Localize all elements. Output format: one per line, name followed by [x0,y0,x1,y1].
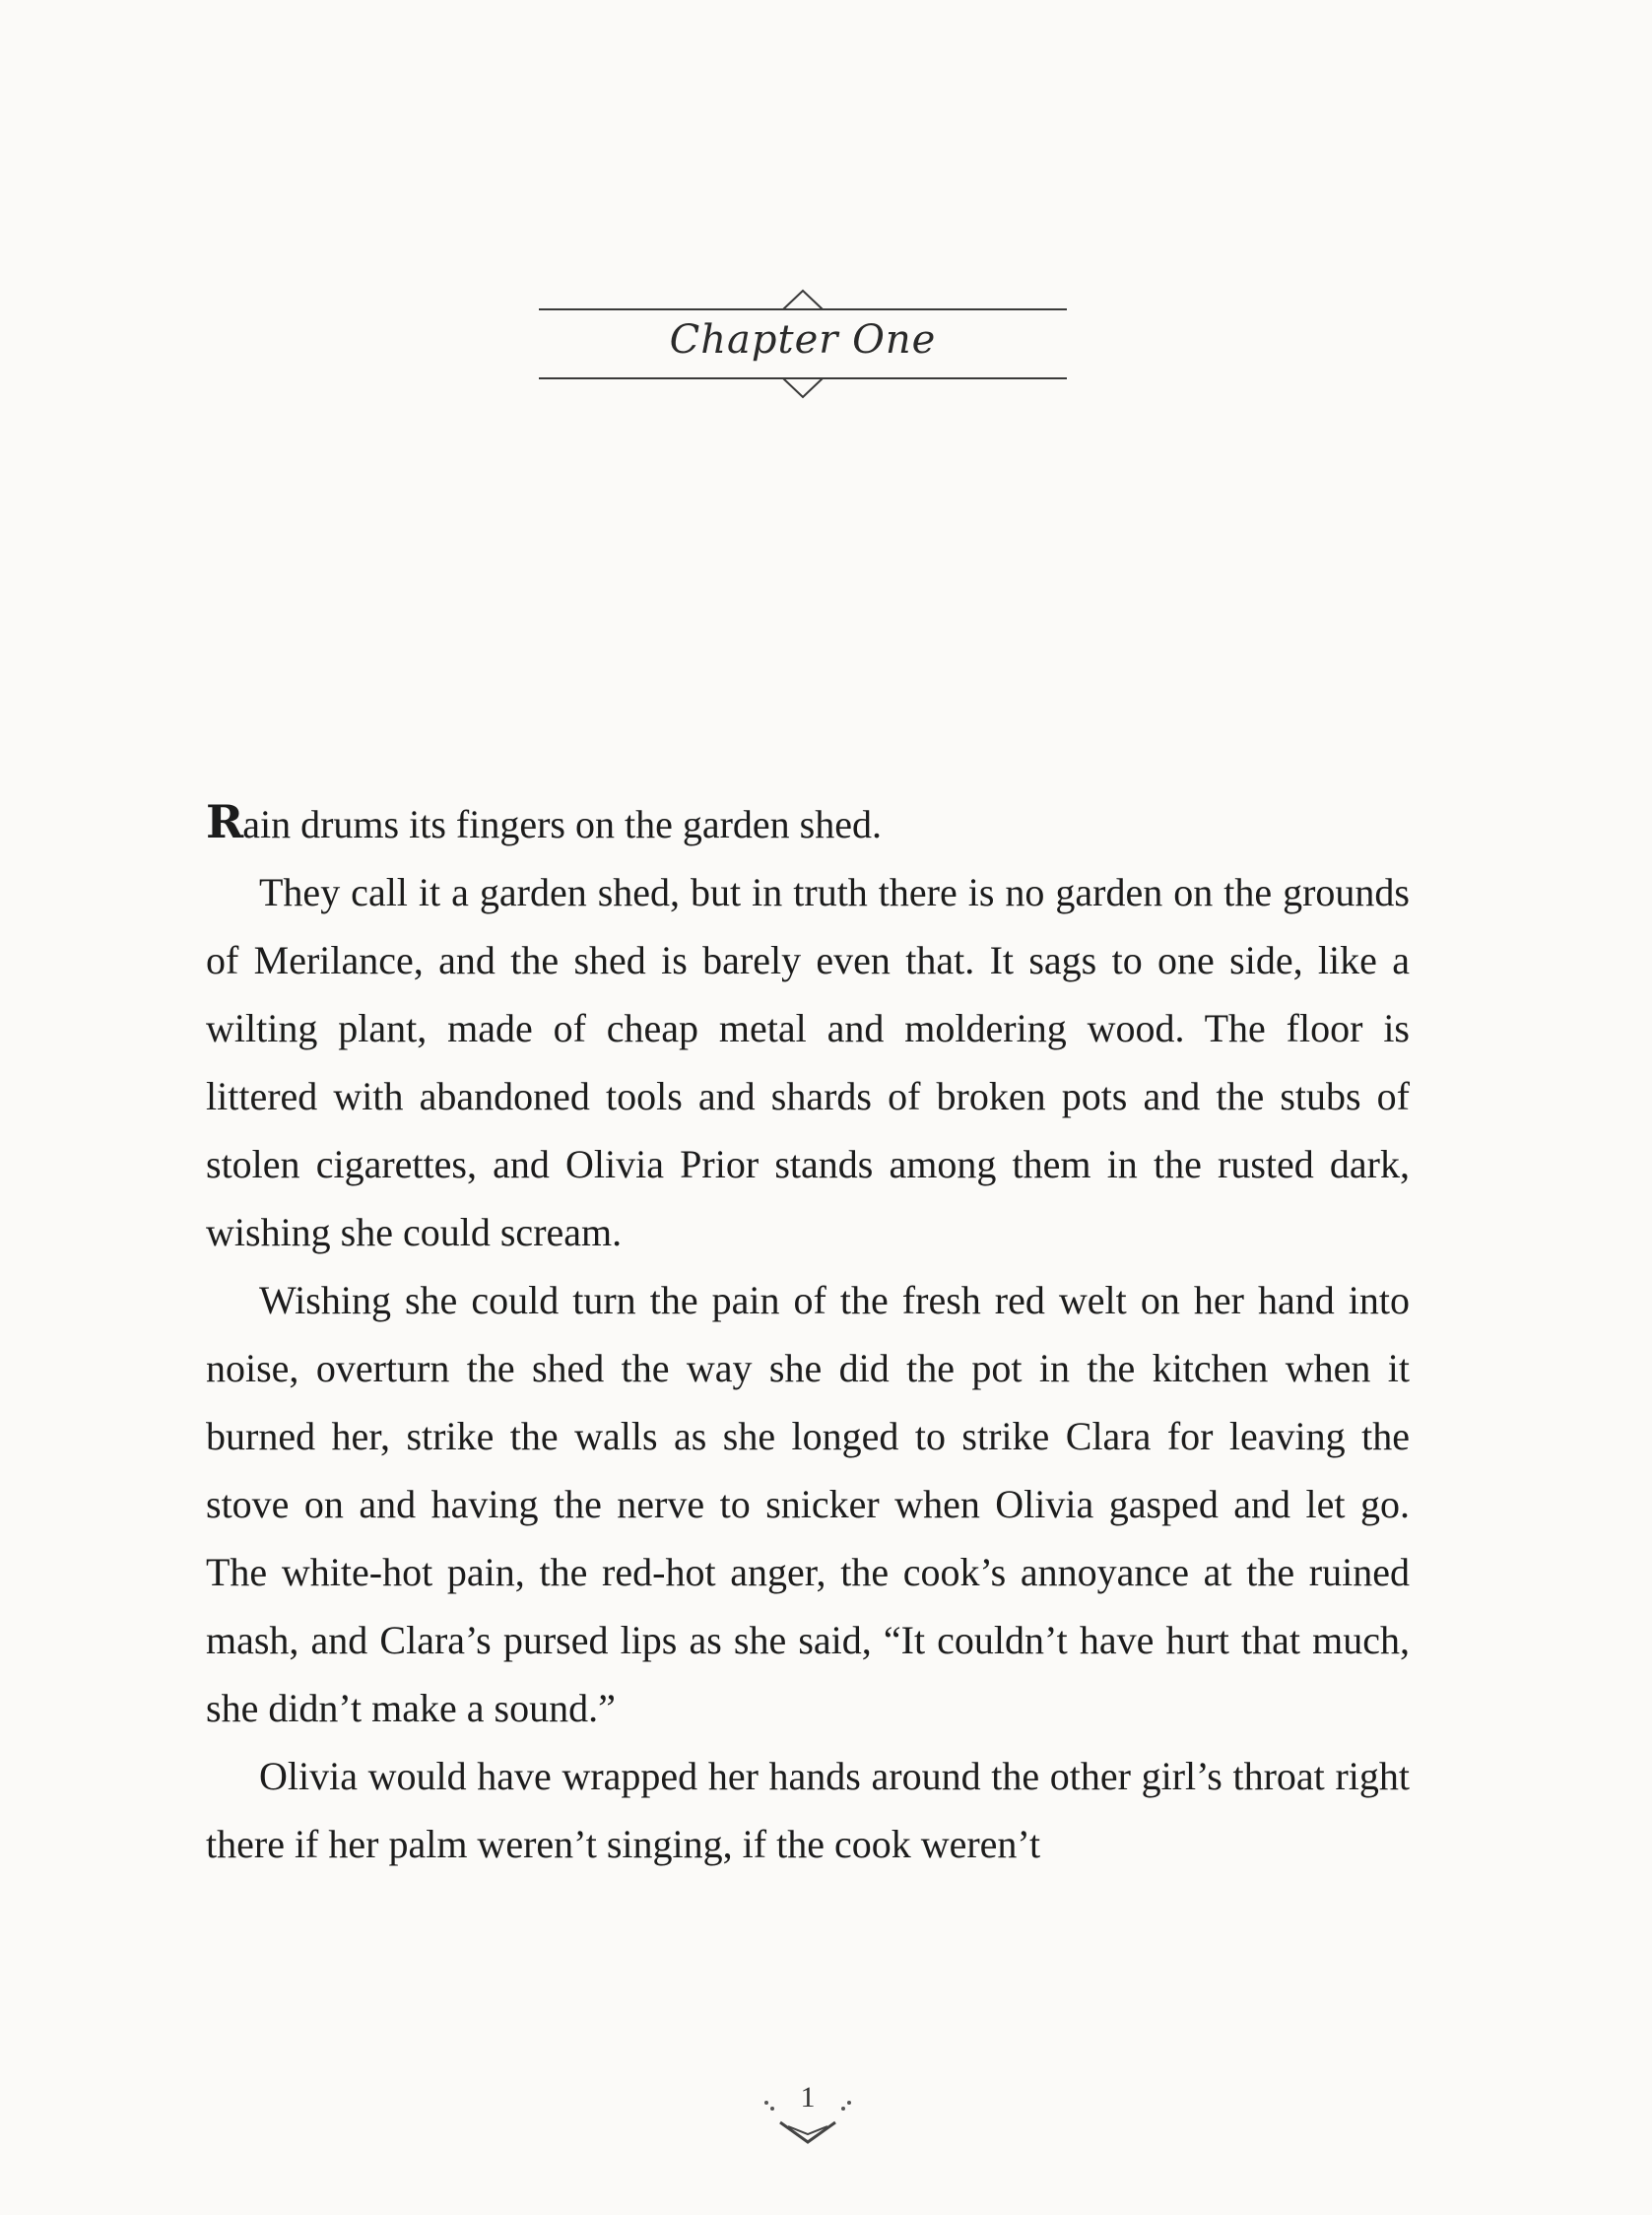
page-number: 1 [800,2081,816,2114]
paragraph-4: Olivia would have wrapped her hands around the other girl’s throat right there if her palm weren’t singing, if the cook weren’t [206,1754,1410,1866]
page-number-ornament [759,2095,857,2164]
paragraph-1-text: ain drums its fingers on the garden shed. [242,802,882,846]
drop-cap: R [206,795,243,848]
paragraph-3: Wishing she could turn the pain of the fresh red welt on her hand into noise, overturn the shed the way she did the pot in the kitchen when it burned her, strike the walls as she longed to strike Clara for leaving the stove on and having the nerve to snicker when Olivia gasped and let go. The white-hot pain, the red-hot anger, the cook’s annoyance at the ruined mash, and Clara’s pursed lips as she said, “It couldn’t have hurt that much, she didn’t make a sound.” [206,1278,1410,1730]
chapter-heading [537,286,1069,409]
chapter-title: Chapter One [669,317,937,363]
paragraph-2: They call it a garden shed, but in truth there is no garden on the grounds of Merilance, and the shed is barely even that. It sags to one side, like a wilting plant, made of cheap metal and moldering wood. The floor is littered with abandoned tools and shards of broken pots and the stubs of stolen cigarettes, and Olivia Prior stands among them in the rusted dark, wishing she could scream. [206,870,1410,1254]
paragraph-1 [206,788,1410,858]
chapter-body [206,788,1410,1878]
